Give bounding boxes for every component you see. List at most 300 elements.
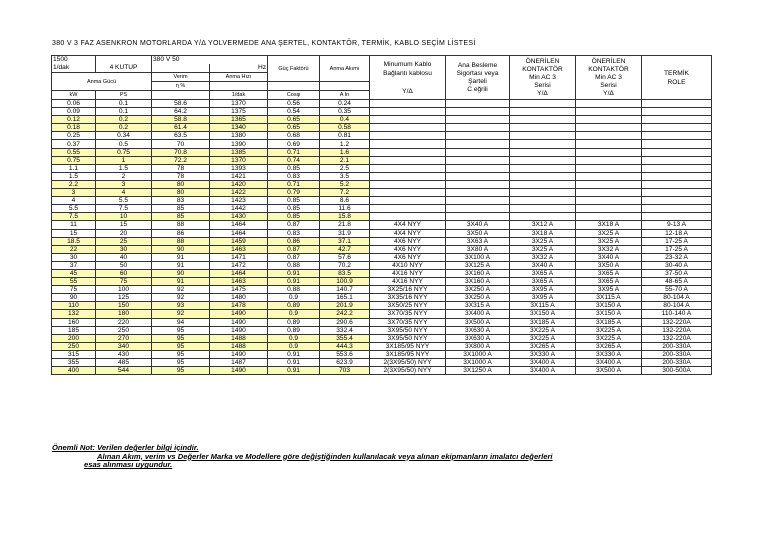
table-cell: 200-330A: [642, 350, 712, 358]
table-cell: [576, 180, 642, 188]
kontaktor-1-line-1: ÖNERİLEN: [525, 57, 560, 65]
table-cell: 18.5: [52, 237, 96, 245]
table-row: [52, 253, 712, 261]
table-cell: [576, 108, 642, 116]
table-cell: 1490: [210, 310, 268, 318]
table-cell: 40: [96, 253, 152, 261]
table-row: [52, 180, 712, 188]
table-cell: 21.8: [320, 221, 370, 229]
poles-cell: 4 KUTUP: [96, 64, 152, 73]
table-cell: 0.54: [268, 108, 320, 116]
table-cell: 92: [152, 286, 210, 294]
table-row: [52, 318, 712, 326]
table-cell: 25: [96, 237, 152, 245]
table-cell: 3X70/35 NYY: [370, 310, 446, 318]
table-cell: 315: [52, 350, 96, 358]
table-cell: [370, 180, 446, 188]
table-cell: 0.37: [52, 140, 96, 148]
table-cell: 3X265 A: [576, 342, 642, 350]
notes-block: [52, 444, 553, 470]
table-cell: 80: [152, 180, 210, 188]
table-cell: 2.1: [320, 156, 370, 164]
table-cell: 3X400 A: [446, 310, 510, 318]
table-row: [52, 197, 712, 205]
table-cell: 3X12 A: [510, 221, 576, 229]
table-cell: 132: [52, 310, 96, 318]
table-cell: [446, 148, 510, 156]
table-cell: 3X40 A: [576, 253, 642, 261]
table-cell: 15: [52, 229, 96, 237]
table-cell: 3X185/95 NYY: [370, 342, 446, 350]
table-cell: 3X500 A: [446, 318, 510, 326]
table-cell: 88: [152, 237, 210, 245]
table-cell: 83.5: [320, 269, 370, 277]
table-cell: 0.87: [268, 253, 320, 261]
table-cell: 242.2: [320, 310, 370, 318]
table-cell: [370, 172, 446, 180]
table-cell: 3X115 A: [510, 302, 576, 310]
table-cell: 185: [52, 326, 96, 334]
table-cell: 95: [152, 326, 210, 334]
table-cell: 3X70/35 NYY: [370, 318, 446, 326]
table-cell: 3X1000 A: [446, 359, 510, 367]
table-cell: 75: [52, 286, 96, 294]
table-cell: 92: [152, 310, 210, 318]
table-cell: 0.91: [268, 269, 320, 277]
table-cell: 7.5: [96, 205, 152, 213]
table-cell: 3X18 A: [576, 221, 642, 229]
table-cell: [642, 164, 712, 172]
table-cell: 58.8: [152, 116, 210, 124]
table-cell: 4X6 NYY: [370, 245, 446, 253]
table-cell: [642, 140, 712, 148]
termik-line-2: ROLE: [667, 78, 686, 86]
termik-header: [642, 56, 712, 100]
table-cell: 48-65 A: [642, 278, 712, 286]
table-row: [52, 108, 712, 116]
table-cell: 1480: [210, 294, 268, 302]
table-cell: [576, 189, 642, 197]
table-cell: 1421: [210, 172, 268, 180]
table-cell: 1380: [210, 132, 268, 140]
table-cell: 3X50 A: [446, 229, 510, 237]
freq-cell: Hz: [210, 64, 268, 73]
table-cell: 3X25 A: [510, 245, 576, 253]
table-cell: 340: [96, 342, 152, 350]
table-cell: 3.5: [320, 172, 370, 180]
table-cell: 0.85: [268, 205, 320, 213]
table-cell: 78: [152, 164, 210, 172]
table-cell: 95: [152, 334, 210, 342]
table-cell: 150: [96, 302, 152, 310]
table-row: [52, 156, 712, 164]
table-cell: 220: [96, 318, 152, 326]
table-cell: 20: [96, 229, 152, 237]
table-body: [52, 100, 712, 375]
table-cell: 1.6: [320, 148, 370, 156]
table-cell: 132-220A: [642, 334, 712, 342]
table-cell: [370, 132, 446, 140]
table-cell: 4: [52, 197, 96, 205]
table-cell: [446, 213, 510, 221]
table-cell: 17-25 A: [642, 237, 712, 245]
table-cell: 70.8: [152, 148, 210, 156]
table-cell: 2(3X95/50) NYY: [370, 367, 446, 375]
table-cell: 86: [152, 229, 210, 237]
table-cell: 355.4: [320, 334, 370, 342]
table-cell: 0.24: [320, 100, 370, 108]
table-cell: 1463: [210, 245, 268, 253]
table-cell: 85: [152, 213, 210, 221]
table-cell: 2.2: [52, 180, 96, 188]
table-cell: 0.89: [268, 326, 320, 334]
table-row: [52, 221, 712, 229]
table-cell: 7.2: [320, 189, 370, 197]
table-row: [52, 359, 712, 367]
table-cell: 200: [52, 334, 96, 342]
table-cell: 3X63 A: [446, 237, 510, 245]
table-row: [52, 229, 712, 237]
table-cell: 37.1: [320, 237, 370, 245]
table-cell: 0.75: [96, 148, 152, 156]
table-cell: 160: [52, 318, 96, 326]
table-cell: 3X35/16 NYY: [370, 294, 446, 302]
table-cell: [510, 189, 576, 197]
table-cell: 1.1: [52, 164, 96, 172]
table-cell: 90: [52, 294, 96, 302]
table-cell: 93: [152, 302, 210, 310]
table-row: [52, 334, 712, 342]
table-cell: 3X250 A: [446, 286, 510, 294]
table-row: [52, 124, 712, 132]
table-cell: [576, 116, 642, 124]
table-cell: 3X630 A: [446, 334, 510, 342]
table-cell: 2: [96, 172, 152, 180]
table-cell: 3: [96, 180, 152, 188]
table-cell: [446, 124, 510, 132]
table-cell: [642, 148, 712, 156]
table-cell: 1420: [210, 180, 268, 188]
cos-header: Cosφ: [268, 91, 320, 100]
table-cell: 250: [96, 326, 152, 334]
table-cell: 1430: [210, 213, 268, 221]
table-cell: 201.9: [320, 302, 370, 310]
table-row: [52, 245, 712, 253]
table-cell: 57.6: [320, 253, 370, 261]
note-line-1: Önemli Not: Verilen değerler bilgi içindir.: [52, 443, 199, 452]
table-cell: [642, 116, 712, 124]
table-cell: 64.2: [152, 108, 210, 116]
table-cell: 0.85: [268, 164, 320, 172]
table-cell: 80-104 A: [642, 294, 712, 302]
table-cell: [510, 124, 576, 132]
table-cell: [576, 100, 642, 108]
table-cell: [446, 108, 510, 116]
page-title: 380 V 3 FAZ ASENKRON MOTORLARDA Y/Δ YOLVERMEDE ANA ŞERTEL, KONTAKTÖR, TERMİK, KABLO SEÇİM LİSTESİ: [52, 40, 476, 47]
table-cell: 90: [152, 245, 210, 253]
kontaktor-2-header: [576, 56, 642, 100]
table-cell: 61.4: [152, 124, 210, 132]
table-cell: 250: [52, 342, 96, 350]
table-row: [52, 148, 712, 156]
table-row: [52, 269, 712, 277]
table-row: [52, 172, 712, 180]
table-cell: 125: [96, 294, 152, 302]
table-cell: 3X330 A: [510, 350, 576, 358]
table-cell: 3X500 A: [576, 367, 642, 375]
table-cell: [510, 148, 576, 156]
table-cell: 1365: [210, 116, 268, 124]
table-cell: 180: [96, 310, 152, 318]
table-cell: 1390: [210, 140, 268, 148]
note-line-2: Alınan Akım, verim vs Değerler Marka ve Modellere göre değiştiğinden kullanılacak veya alınan ekipmanların imalatcı değerleri: [97, 451, 553, 461]
table-cell: 1488: [210, 334, 268, 342]
table-cell: 0.83: [268, 229, 320, 237]
table-cell: 7.5: [52, 213, 96, 221]
table-cell: [576, 124, 642, 132]
table-cell: 3X630 A: [446, 326, 510, 334]
table-cell: 1472: [210, 261, 268, 269]
table-cell: 0.25: [52, 132, 96, 140]
table-cell: [370, 156, 446, 164]
table-cell: [370, 164, 446, 172]
table-cell: [642, 172, 712, 180]
table-cell: [446, 197, 510, 205]
table-cell: 3X25/16 NYY: [370, 286, 446, 294]
kontaktor-1-line-2: KONTAKTÖR: [522, 65, 563, 73]
table-cell: 0.2: [96, 124, 152, 132]
termik-line-1: TERMİK: [664, 69, 689, 77]
kablo-line-1: Minumum Kablo: [383, 60, 432, 68]
table-cell: 3X330 A: [576, 350, 642, 358]
table-cell: [446, 180, 510, 188]
table-cell: [576, 213, 642, 221]
table-cell: [510, 197, 576, 205]
table-cell: 0.34: [96, 132, 152, 140]
table-cell: 4X16 NYY: [370, 269, 446, 277]
table-cell: 0.1: [96, 100, 152, 108]
table-row: [52, 116, 712, 124]
table-cell: 95: [152, 359, 210, 367]
table-cell: 94: [152, 318, 210, 326]
motor-selection-table: [51, 55, 712, 375]
ain-header: A In: [320, 91, 370, 100]
table-cell: 200-330A: [642, 359, 712, 367]
table-cell: [576, 172, 642, 180]
table-cell: 80: [152, 189, 210, 197]
table-cell: [576, 164, 642, 172]
table-cell: 1475: [210, 286, 268, 294]
table-cell: 0.69: [268, 140, 320, 148]
table-cell: [510, 100, 576, 108]
table-cell: 3X250 A: [446, 294, 510, 302]
table-cell: 95: [152, 342, 210, 350]
table-cell: 1490: [210, 318, 268, 326]
table-cell: [510, 156, 576, 164]
table-cell: 1.5: [96, 164, 152, 172]
table-cell: 88: [152, 221, 210, 229]
table-cell: [370, 197, 446, 205]
table-cell: 4: [96, 189, 152, 197]
kablo-line-2: Bağlantı kablosu: [383, 69, 432, 77]
table-cell: 3X25 A: [510, 237, 576, 245]
table-cell: 3X160 A: [446, 269, 510, 277]
table-cell: 3X1250 A: [446, 367, 510, 375]
table-cell: 3X95 A: [510, 294, 576, 302]
table-cell: 0.5: [96, 140, 152, 148]
table-cell: 3X95/50 NYY: [370, 326, 446, 334]
table-cell: 8.6: [320, 197, 370, 205]
table-cell: 50: [96, 261, 152, 269]
table-cell: 0.65: [268, 116, 320, 124]
table-cell: 0.88: [268, 261, 320, 269]
table-cell: 0.9: [268, 342, 320, 350]
table-cell: 3X125 A: [446, 261, 510, 269]
table-cell: 0.75: [52, 156, 96, 164]
table-cell: [370, 189, 446, 197]
table-cell: 9-13 A: [642, 221, 712, 229]
table-cell: 63.5: [152, 132, 210, 140]
table-cell: [576, 156, 642, 164]
table-cell: 1442: [210, 205, 268, 213]
table-cell: 200-330A: [642, 342, 712, 350]
table-cell: 11.6: [320, 205, 370, 213]
table-cell: 42.7: [320, 245, 370, 253]
table-cell: 72.2: [152, 156, 210, 164]
table-cell: 0.91: [268, 278, 320, 286]
table-cell: 22: [52, 245, 96, 253]
table-cell: 31.9: [320, 229, 370, 237]
table-cell: 92: [152, 294, 210, 302]
table-cell: 0.91: [268, 367, 320, 375]
kontaktor-1-header: [510, 56, 576, 100]
table-cell: 1459: [210, 237, 268, 245]
table-cell: 37: [52, 261, 96, 269]
table-cell: [510, 172, 576, 180]
table-cell: 3X65 A: [510, 269, 576, 277]
table-cell: [510, 180, 576, 188]
table-cell: 3X150 A: [576, 310, 642, 318]
table-cell: 45: [52, 269, 96, 277]
table-cell: 3X1000 A: [446, 350, 510, 358]
voltage-cell: 380 V 50: [152, 56, 268, 65]
table-cell: [642, 132, 712, 140]
table-cell: 300-500A: [642, 367, 712, 375]
kablo-yd: Y/Δ: [402, 87, 413, 95]
kablo-header: [370, 56, 446, 100]
table-cell: 0.71: [268, 180, 320, 188]
table-cell: 0.9: [268, 294, 320, 302]
table-cell: 3: [52, 189, 96, 197]
table-cell: 15.8: [320, 213, 370, 221]
table-row: [52, 310, 712, 318]
table-cell: [642, 205, 712, 213]
table-cell: [510, 213, 576, 221]
table-cell: 290.6: [320, 318, 370, 326]
table-cell: 0.65: [268, 124, 320, 132]
table-cell: 30: [52, 253, 96, 261]
table-cell: 3X95 A: [510, 286, 576, 294]
table-cell: 0.35: [320, 108, 370, 116]
table-cell: [370, 213, 446, 221]
table-cell: 4X4 NYY: [370, 221, 446, 229]
table-cell: [576, 148, 642, 156]
table-cell: 332.4: [320, 326, 370, 334]
table-cell: 3X225 A: [576, 326, 642, 334]
note-line-3: esas alınması uygundur.: [84, 460, 173, 470]
table-cell: 3X185 A: [510, 318, 576, 326]
anma-gucu-header: Anma Gücü: [52, 73, 152, 91]
rpm-top-cell: 1500: [52, 56, 96, 65]
table-cell: 140.7: [320, 286, 370, 294]
table-cell: 1340: [210, 124, 268, 132]
table-cell: 17-25 A: [642, 245, 712, 253]
table-cell: 3X400 A: [510, 359, 576, 367]
table-row: [52, 237, 712, 245]
table-cell: 78: [152, 172, 210, 180]
table-cell: 3X32 A: [510, 253, 576, 261]
table-cell: 3X50 A: [576, 261, 642, 269]
table-cell: 544: [96, 367, 152, 375]
table-cell: [642, 108, 712, 116]
sigorta-line-3: Şarteli: [468, 77, 487, 85]
table-cell: 0.79: [268, 189, 320, 197]
table-cell: 430: [96, 350, 152, 358]
table-cell: [642, 124, 712, 132]
table-cell: [446, 116, 510, 124]
table-cell: 3X100 A: [446, 253, 510, 261]
table-cell: 5.2: [320, 180, 370, 188]
table-cell: 1370: [210, 100, 268, 108]
table-cell: 3X50/25 NYY: [370, 302, 446, 310]
table-row: [52, 350, 712, 358]
table-cell: 3X65 A: [510, 278, 576, 286]
table-cell: 1463: [210, 278, 268, 286]
table-cell: 1464: [210, 229, 268, 237]
table-cell: 1490: [210, 326, 268, 334]
table-cell: 60: [96, 269, 152, 277]
table-cell: 165.1: [320, 294, 370, 302]
table-cell: 55: [52, 278, 96, 286]
table-cell: 1490: [210, 367, 268, 375]
table-cell: 3X800 A: [446, 342, 510, 350]
table-cell: [370, 140, 446, 148]
table-cell: 3X315 A: [446, 302, 510, 310]
table-cell: [446, 156, 510, 164]
sigorta-line-1: Ana Besleme: [457, 61, 498, 69]
table-cell: 1490: [210, 350, 268, 358]
table-cell: 37-50 A: [642, 269, 712, 277]
table-cell: 85: [152, 205, 210, 213]
kontaktor-2-line-4: Serisi: [600, 81, 617, 89]
table-cell: 83: [152, 197, 210, 205]
table-cell: 3X150 A: [510, 310, 576, 318]
table-cell: 3X40 A: [510, 261, 576, 269]
table-cell: 1487: [210, 359, 268, 367]
table-cell: 703: [320, 367, 370, 375]
table-cell: [510, 116, 576, 124]
table-cell: 0.81: [320, 132, 370, 140]
table-cell: 0.12: [52, 116, 96, 124]
sigorta-line-4: C eğrili: [467, 85, 488, 93]
table-cell: [446, 140, 510, 148]
table-cell: 30-40 A: [642, 261, 712, 269]
table-cell: 15: [96, 221, 152, 229]
table-cell: 0.9: [268, 334, 320, 342]
table-cell: [642, 189, 712, 197]
table-cell: 30: [96, 245, 152, 253]
table-row: [52, 213, 712, 221]
